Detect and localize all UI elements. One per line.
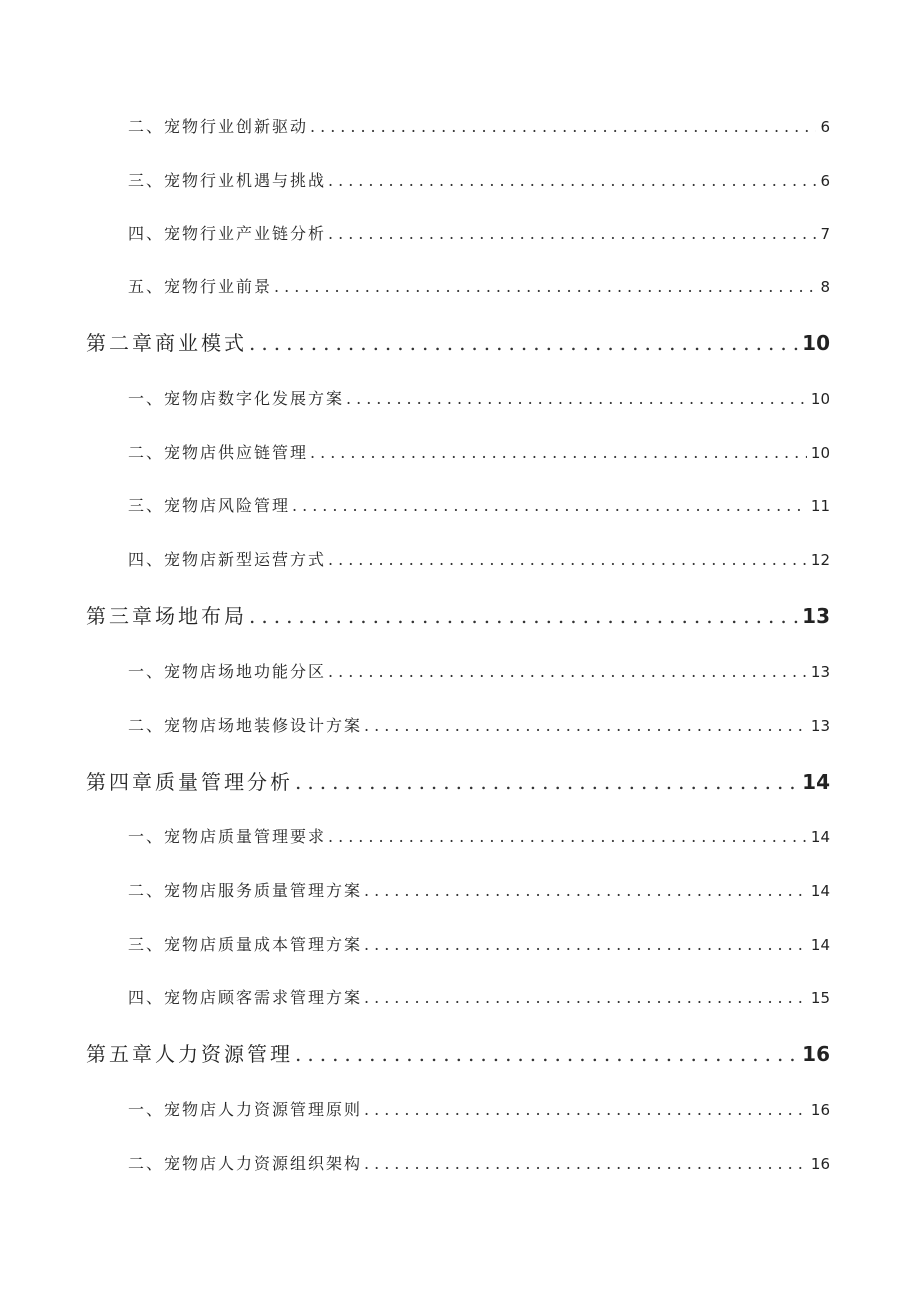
toc-chapter-entry[interactable] — [86, 766, 830, 798]
toc-dot-leader — [328, 168, 816, 194]
toc-dot-leader — [364, 713, 807, 739]
toc-entry-title: 二、宠物店服务质量管理方案 — [128, 881, 363, 900]
toc-entry-page: 10 — [810, 390, 830, 408]
toc-entry[interactable] — [128, 114, 830, 140]
toc-entry-title: 三、宠物店质量成本管理方案 — [128, 935, 363, 954]
toc-dot-leader — [328, 659, 807, 685]
toc-entry[interactable] — [128, 274, 830, 300]
toc-entry-title: 四、宠物行业产业链分析 — [128, 224, 327, 243]
toc-entry-page: 16 — [810, 1101, 830, 1119]
toc-dot-leader — [364, 1151, 807, 1177]
toc-entry-page: 7 — [820, 225, 830, 243]
toc-chapter-entry[interactable] — [86, 600, 830, 632]
toc-dot-leader — [328, 824, 807, 850]
toc-dot-leader — [295, 766, 798, 798]
toc-entry-page: 8 — [820, 278, 830, 296]
toc-entry-page: 6 — [820, 118, 830, 136]
toc-entry-title: 四、宠物店新型运营方式 — [128, 550, 327, 569]
toc-entry-title: 二、宠物行业创新驱动 — [128, 117, 309, 136]
toc-entry-page: 12 — [810, 551, 830, 569]
toc-entry[interactable] — [128, 1097, 830, 1123]
toc-chapter-title: 第二章商业模式 — [86, 331, 247, 355]
toc-dot-leader — [249, 327, 798, 359]
toc-dot-leader — [310, 440, 807, 466]
toc-entry-page: 13 — [810, 717, 830, 735]
toc-dot-leader — [364, 985, 807, 1011]
toc-entry-page: 16 — [810, 1155, 830, 1173]
toc-entry-page: 10 — [810, 444, 830, 462]
toc-chapter-page: 13 — [802, 604, 830, 628]
toc-dot-leader — [328, 221, 816, 247]
toc-entry-page: 6 — [820, 172, 830, 190]
toc-entry-page: 14 — [810, 882, 830, 900]
toc-entry[interactable] — [128, 547, 830, 573]
toc-entry[interactable] — [128, 1151, 830, 1177]
toc-entry-title: 一、宠物店场地功能分区 — [128, 662, 327, 681]
toc-chapter-page: 14 — [802, 770, 830, 794]
toc-dot-leader — [292, 493, 807, 519]
toc-entry-title: 一、宠物店人力资源管理原则 — [128, 1100, 363, 1119]
toc-entry-title: 一、宠物店数字化发展方案 — [128, 389, 345, 408]
toc-entry[interactable] — [128, 168, 830, 194]
toc-entry[interactable] — [128, 932, 830, 958]
toc-entry[interactable] — [128, 493, 830, 519]
toc-entry-page: 14 — [810, 828, 830, 846]
toc-entry[interactable] — [128, 713, 830, 739]
toc-chapter-title: 第五章人力资源管理 — [86, 1042, 293, 1066]
toc-dot-leader — [364, 1097, 807, 1123]
toc-entry[interactable] — [128, 824, 830, 850]
toc-entry-page: 11 — [810, 497, 830, 515]
toc-entry-title: 四、宠物店顾客需求管理方案 — [128, 988, 363, 1007]
toc-entry[interactable] — [128, 659, 830, 685]
toc-entry[interactable] — [128, 985, 830, 1011]
toc-dot-leader — [310, 114, 816, 140]
toc-entry-page: 13 — [810, 663, 830, 681]
toc-entry[interactable] — [128, 440, 830, 466]
toc-dot-leader — [364, 878, 807, 904]
toc-dot-leader — [364, 932, 807, 958]
toc-dot-leader — [328, 547, 807, 573]
toc-chapter-entry[interactable] — [86, 1038, 830, 1070]
toc-entry[interactable] — [128, 221, 830, 247]
toc-dot-leader — [249, 600, 798, 632]
toc-entry-title: 二、宠物店供应链管理 — [128, 443, 309, 462]
toc-entry[interactable] — [128, 386, 830, 412]
toc-dot-leader — [346, 386, 807, 412]
toc-chapter-title: 第四章质量管理分析 — [86, 770, 293, 794]
toc-entry-title: 二、宠物店人力资源组织架构 — [128, 1154, 363, 1173]
toc-entry-title: 三、宠物店风险管理 — [128, 496, 291, 515]
toc-entry-title: 二、宠物店场地装修设计方案 — [128, 716, 363, 735]
toc-chapter-page: 10 — [802, 331, 830, 355]
toc-entry-page: 15 — [810, 989, 830, 1007]
toc-chapter-page: 16 — [802, 1042, 830, 1066]
toc-dot-leader — [295, 1038, 798, 1070]
toc-entry-title: 五、宠物行业前景 — [128, 277, 273, 296]
toc-chapter-entry[interactable] — [86, 327, 830, 359]
toc-entry-title: 三、宠物行业机遇与挑战 — [128, 171, 327, 190]
toc-dot-leader — [274, 274, 816, 300]
toc-chapter-title: 第三章场地布局 — [86, 604, 247, 628]
toc-entry-title: 一、宠物店质量管理要求 — [128, 827, 327, 846]
toc-entry[interactable] — [128, 878, 830, 904]
toc-entry-page: 14 — [810, 936, 830, 954]
